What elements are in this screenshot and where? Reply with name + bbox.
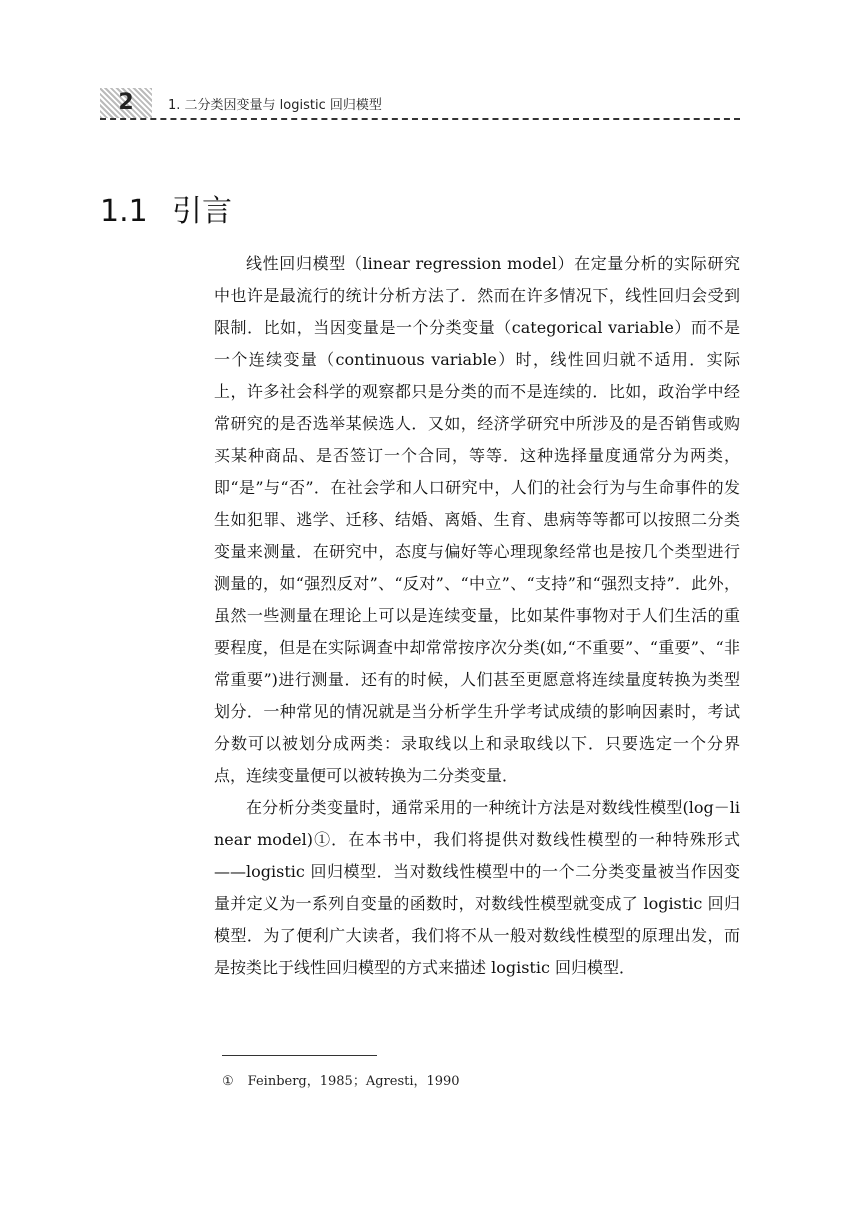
page-number: 2 xyxy=(100,88,152,118)
section-title: 引言 xyxy=(172,194,232,229)
running-header xyxy=(100,88,740,122)
footnote-rule xyxy=(222,1055,377,1056)
section-number: 1.1 xyxy=(100,194,148,229)
body-text xyxy=(214,248,740,984)
footnote-mark: ① xyxy=(222,1074,234,1089)
running-title: 1. 二分类因变量与 logistic 回归模型 xyxy=(168,98,382,113)
footnote-text: Feinberg，1985；Agresti，1990 xyxy=(247,1074,460,1089)
paragraph: 在分析分类变量时，通常采用的一种统计方法是对数线性模型(log－linear model)①．在本书中，我们将提供对数线性模型的一种特殊形式——logistic 回归模型．当对数线性模型中的一个二分类变量被当作因变量并定义为一系列自变量的函数时，对数线性模型就变成了 logistic 回归模型．为了便利广大读者，我们将不从一般对数线性模型的原理出发，而是按类比于线性回归模型的方式来描述 logistic 回归模型． xyxy=(214,798,740,977)
header-dashed-rule xyxy=(100,118,740,120)
footnote xyxy=(222,1070,460,1089)
paragraph: 线性回归模型（linear regression model）在定量分析的实际研究中也许是最流行的统计分析方法了．然而在许多情况下，线性回归会受到限制．比如，当因变量是一个分类变量（categorical variable）而不是一个连续变量（continuous variable）时，线性回归就不适用．实际上，许多社会科学的观察都只是分类的而不是连续的．比如，政治学中经常研究的是否选举某候选人．又如，经济学研究中所涉及的是否销售或购买某种商品、是否签订一个合同，等等．这种选择量度通常分为两类，即“是”与“否”．在社会学和人口研究中，人们的社会行为与生命事件的发生如犯罪、逃学、迁移、结婚、离婚、生育、患病等等都可以按照二分类变量来测量．在研究中，态度与偏好等心理现象经常也是按几个类型进行测量的，如“强烈反对”、“反对”、“中立”、“支持”和“强烈支持”．此外，虽然一些测量在理论上可以是连续变量，比如某件事物对于人们生活的重要程度，但是在实际调查中却常常按序次分类(如,“不重要”、“重要”、“非常重要”)进行测量．还有的时候，人们甚至更愿意将连续量度转换为类型划分．一种常见的情况就是当分析学生升学考试成绩的影响因素时，考试分数可以被划分成两类：录取线以上和录取线以下．只要选定一个分界点，连续变量便可以被转换为二分类变量． xyxy=(214,254,740,785)
section-heading xyxy=(100,186,232,230)
